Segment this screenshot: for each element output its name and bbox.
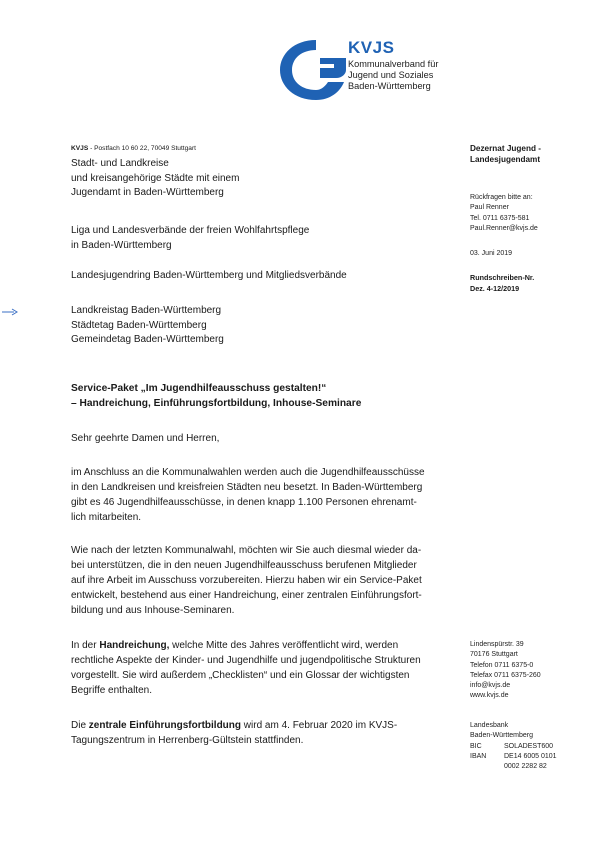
website: www.kvjs.de [470,692,509,700]
bank-block: Landesbank Baden-Württemberg BIC SOLADEST600 IBAN DE14 6005 0101 0002 2282 82 [470,721,557,772]
sender-line [71,145,196,152]
letter-date: 03. Juni 2019 [470,250,513,257]
contact-email: Paul.Renner@kvjs.de [470,224,538,232]
paragraph-3: In der Handreichung, welche Mitte des Jahres veröffentlicht wird, werden rechtliche Aspekte der Kinder- und Jugendhilfe und jugendpolitische Strukturen vorgestellt. Sie wird außerdem „Checklisten“ und ein Glossar der wichtigsten Begriffe enthalten. [71,640,421,696]
recipient-group-3: Landesjugendring Baden-Württemberg und Mitgliedsverbände [71,270,347,281]
subject-heading: Service-Paket „Im Jugendhilfeausschuss gestalten!“ – Handreichung, Einführungsfortbildung, Inhouse-Seminare [71,383,362,409]
sender-address: - Postfach 10 60 22, 70049 Stuttgart [88,145,197,152]
salutation: Sehr geehrte Damen und Herren, [71,433,220,444]
circular-number: Rundschreiben-Nr. Dez. 4-12/2019 [470,273,535,293]
recipient-group-1: Stadt- und Landkreise und kreisangehörige Städte mit einem Jugendamt in Baden-Württemberg [71,158,240,199]
logo-brand: KVJS [348,38,395,57]
fold-marker-arrow-icon [2,308,18,316]
contact-block: Rückfragen bitte an: Paul Renner Tel. 0711 6375-581 Paul.Renner@kvjs.de [470,193,538,234]
paragraph-1: im Anschluss an die Kommunalwahlen werden auch die Jugendhilfeausschüsse in den Landkreisen und kreisfreien Städten neu besetzt. In Baden-Württemberg gibt es 46 Jugendhilfeausschüsse, in denen knapp 1.100 Personen ehrenamt- lich mitarbeiten. [71,467,425,523]
info-email: info@kvjs.de [470,682,511,690]
bank-details: BIC SOLADEST600 IBAN DE14 6005 0101 0002 2282 82 [470,742,557,771]
sender-org: KVJS [71,145,89,152]
recipient-group-2: Liga und Landesverbände der freien Wohlfahrtspflege in Baden-Württemberg [71,225,310,251]
paragraph-4: Die zentrale Einführungsfortbildung wird am 4. Februar 2020 im KVJS- Tagungszentrum in Herrenberg-Gültstein stattfinden. [71,720,398,746]
department-heading: Dezernat Jugend - Landesjugendamt [470,144,541,165]
address-block: Lindenspürstr. 39 70176 Stuttgart Telefon 0711 6375-0 Telefax 0711 6375-260 info@kvjs.de www.kvjs.de [470,640,541,702]
paragraph-2: Wie nach der letzten Kommunalwahl, möchten wir Sie auch diesmal wieder da- bei unterstützen, die in den neuen Jugendhilfeausschuss berufenen Mitglieder auf ihre Arbeit im Ausschuss vorzubereiten. Hierzu haben wir ein Service-Paket entwickelt, bestehend aus einer Handreichung, einer zentralen Einführungsfort- bildung und aus Inhouse-Seminaren. [71,545,422,616]
recipient-group-4: Landkreistag Baden-Württemberg Städtetag Baden-Württemberg Gemeindetag Baden-Württemberg [71,305,224,346]
logo-subtitle: Kommunalverband für Jugend und Soziales Baden-Württemberg [348,59,439,91]
